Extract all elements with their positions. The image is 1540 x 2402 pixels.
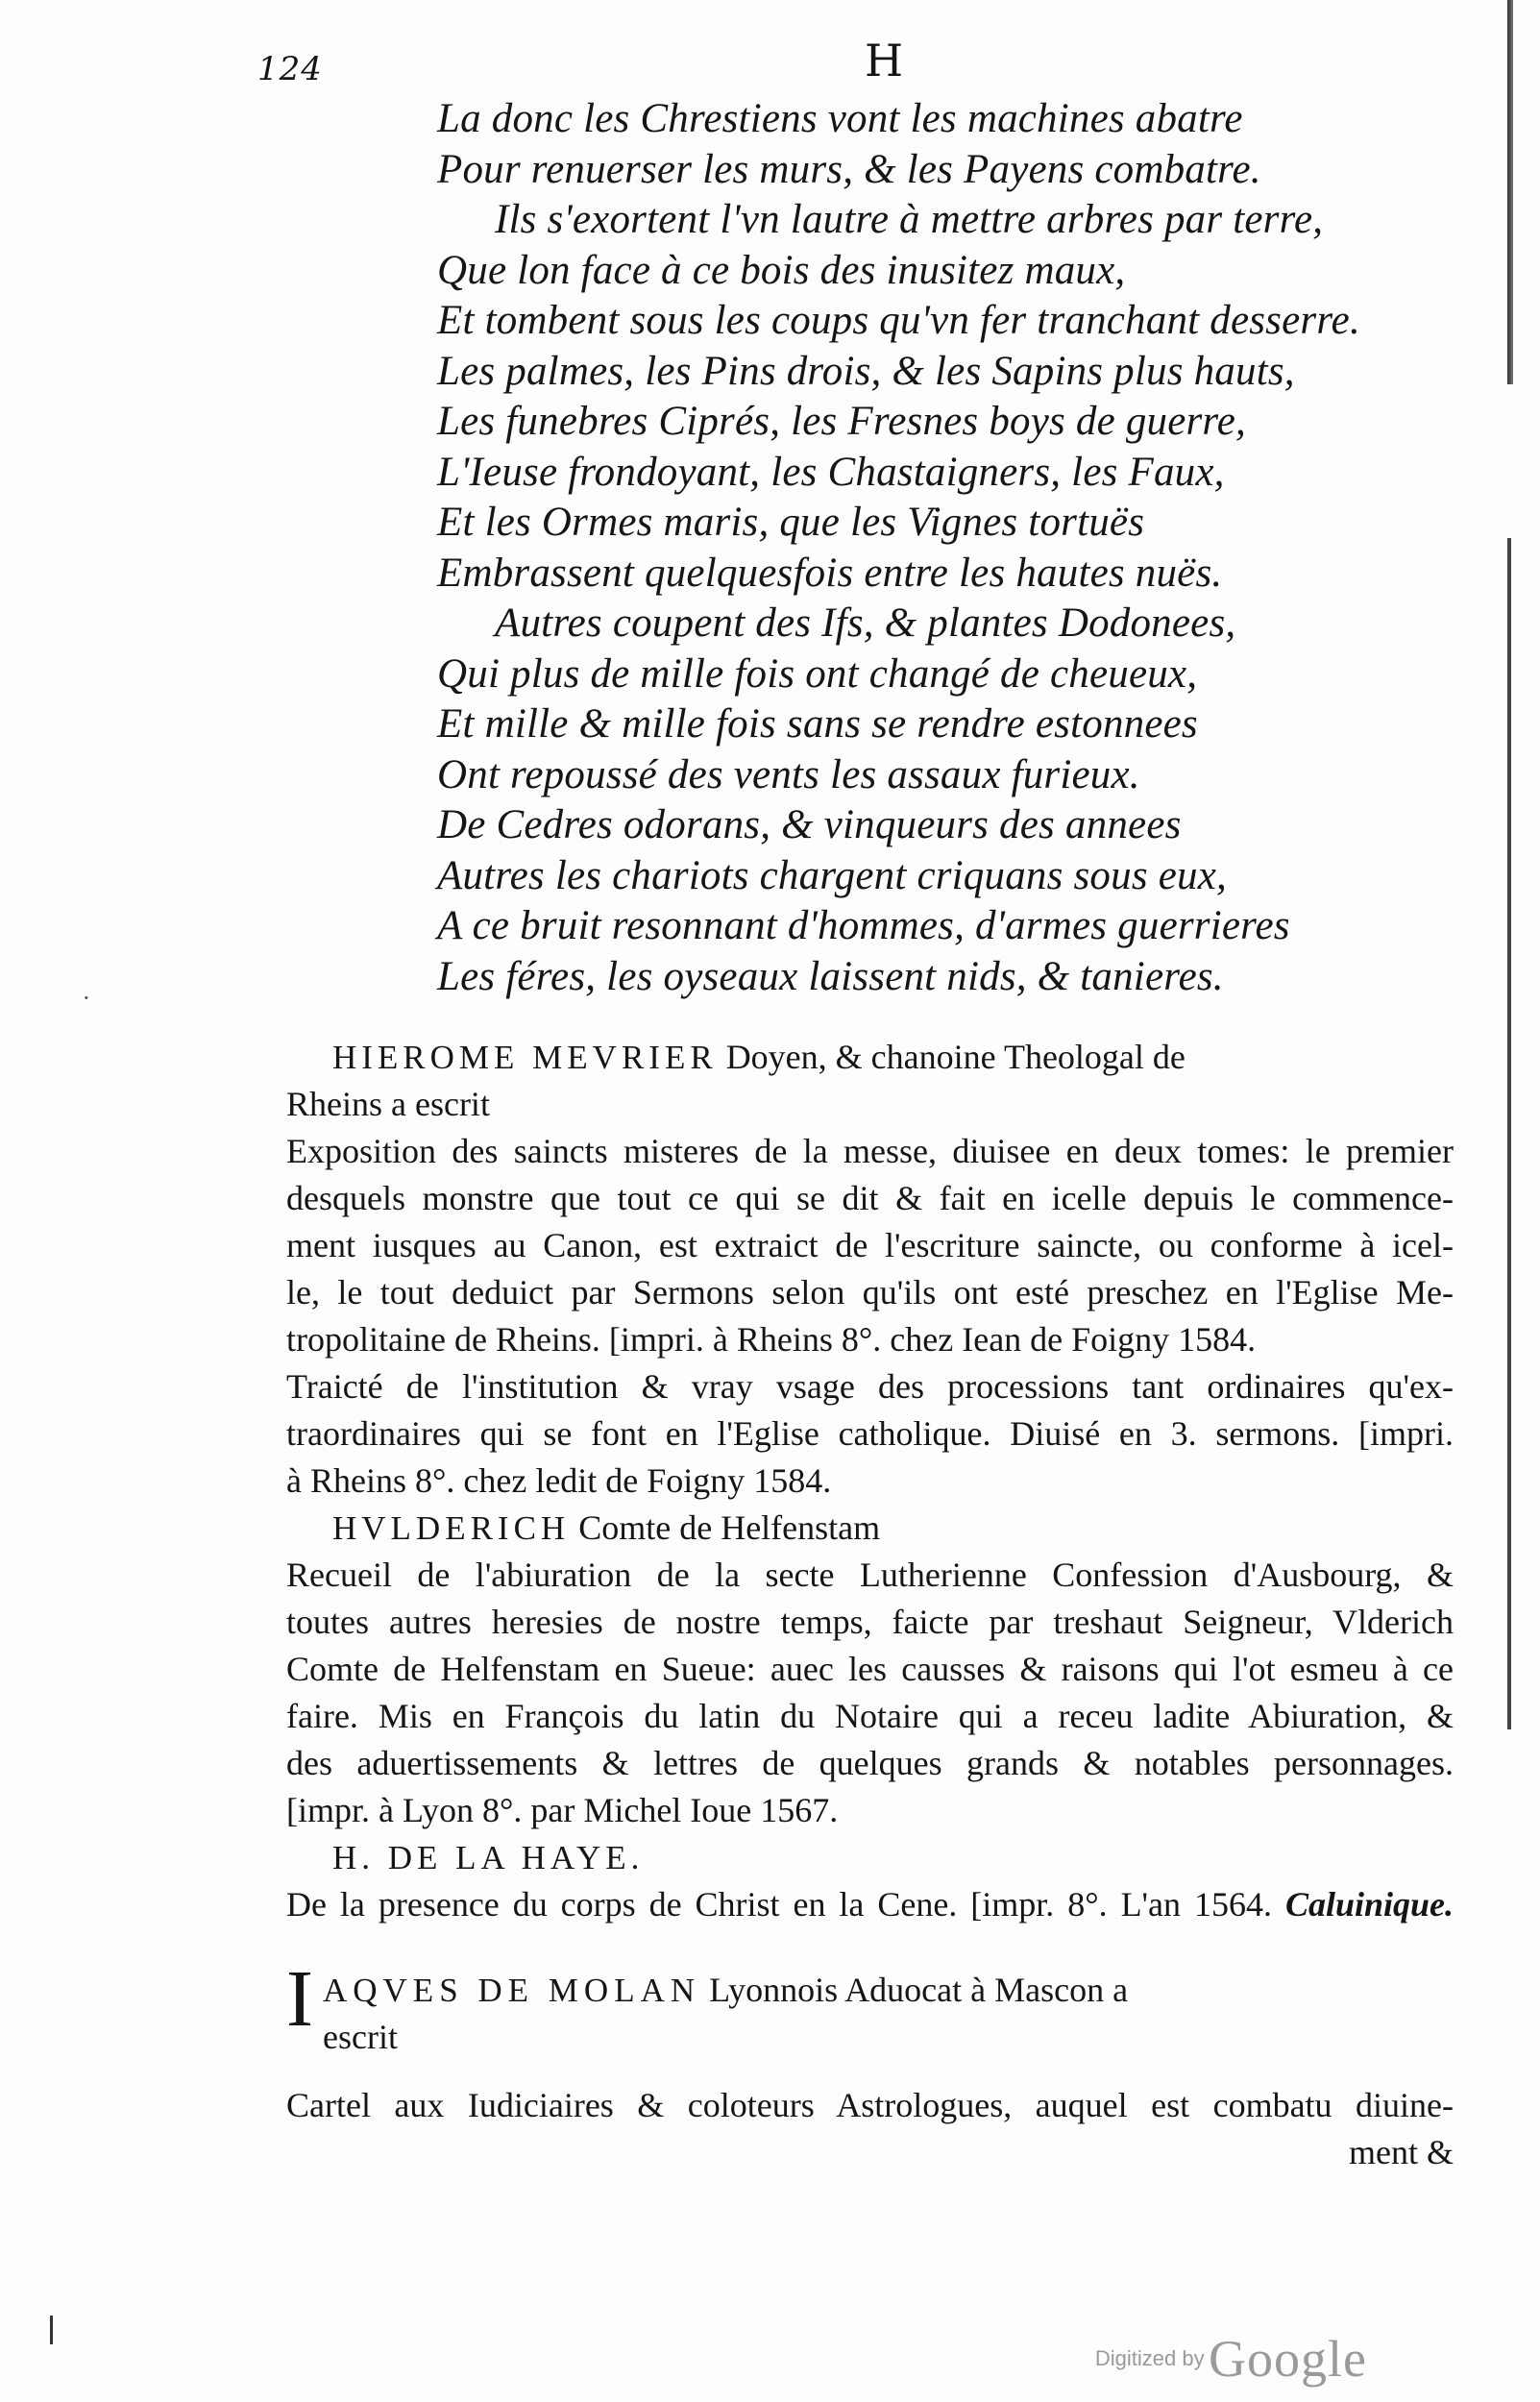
poem-line: Et tombent sous les coups qu'vn fer tranchant desserre. xyxy=(437,298,1360,343)
poem-line: Et mille & mille fois sans se rendre estonnees xyxy=(437,701,1198,747)
poem-line: L'Ieuse frondoyant, les Chastaigners, les Faux, xyxy=(437,449,1225,495)
entry-line xyxy=(286,1881,1454,1928)
entry-molan xyxy=(286,1954,1454,2176)
entry-line: faire. Mis en François du latin du Notaire qui a receu ladite Abiuration, & xyxy=(286,1697,1454,1735)
poem-line: Que lon face à ce bois des inusitez maux, xyxy=(437,247,1126,293)
poem-line: Et les Ormes maris, que les Vignes tortuës xyxy=(437,500,1145,545)
poem-line: De Cedres odorans, & vinqueurs des annees xyxy=(437,802,1182,847)
poem-line: Ils s'exortent l'vn lautre à mettre arbres par terre, xyxy=(495,197,1324,242)
entry-line: [impr. à Lyon 8°. par Michel Ioue 1567. xyxy=(286,1791,839,1829)
drop-capital: I xyxy=(286,1954,313,2044)
entry-line: Traicté de l'institution & vray vsage des processions tant ordinaires qu'ex- xyxy=(286,1367,1454,1406)
poem-line: La donc les Chrestiens vont les machines abatre xyxy=(437,96,1243,141)
scan-speck: · xyxy=(83,985,90,1012)
signature-mark: H xyxy=(865,35,904,86)
author-name: H. DE LA HAYE. xyxy=(332,1839,645,1876)
entry-heading xyxy=(286,1034,1454,1081)
bibliography-entries xyxy=(286,1034,1454,2176)
entry-line: Recueil de l'abiuration de la secte Lutherienne Confession d'Ausbourg, & xyxy=(286,1556,1454,1594)
entry-text: De la presence du corps de Christ en la Cene. [impr. 8°. L'an 1564. xyxy=(286,1885,1272,1924)
poem-line: Les funebres Ciprés, les Fresnes boys de guerre, xyxy=(437,399,1247,444)
scan-edge-line xyxy=(1507,538,1511,1729)
entry-heading xyxy=(286,1505,1454,1552)
scan-edge-shadow xyxy=(1507,0,1513,384)
entry-heading xyxy=(286,1834,1454,1881)
page-number: 124 xyxy=(257,50,323,88)
section-gap xyxy=(286,1928,1454,1967)
entry-line: traordinaires qui se font en l'Eglise catholique. Diuisé en 3. sermons. [impri. xyxy=(286,1414,1454,1453)
poem-line: A ce bruit resonnant d'hommes, d'armes guerrieres xyxy=(437,903,1290,948)
poem-line: Autres les chariots chargent criquans sous eux, xyxy=(437,852,1227,898)
poem-line: Autres coupent des Ifs, & plantes Dodonees, xyxy=(495,600,1236,646)
scan-margin-mark xyxy=(50,2316,53,2344)
poem-line: Qui plus de mille fois ont changé de cheueux, xyxy=(437,650,1198,697)
author-name: HVLDERICH xyxy=(332,1509,571,1547)
entry-line: escrit xyxy=(322,2018,398,2056)
entry-line: Exposition des saincts misteres de la messe, diuisee en deux tomes: le premier xyxy=(286,1132,1454,1170)
poem-line: Les féres, les oyseaux laissent nids, & tanieres. xyxy=(437,953,1224,999)
author-name: AQVES DE MOLAN xyxy=(322,1972,701,2009)
poem-line: Ont repoussé des vents les assaux furieux. xyxy=(437,751,1140,797)
poem-block xyxy=(437,94,1360,1002)
digitized-watermark xyxy=(1095,2329,1367,2389)
author-description: Doyen, & chanoine Theologal de xyxy=(725,1038,1186,1076)
entry-line: desquels monstre que tout ce qui se dit & fait en icelle depuis le commence- xyxy=(286,1179,1454,1217)
google-logo: Google xyxy=(1209,2330,1367,2388)
poem-line: Pour renuerser les murs, & les Payens combatre. xyxy=(437,146,1261,192)
line-gap xyxy=(286,2061,1454,2082)
author-description: Comte de Helfenstam xyxy=(578,1508,881,1547)
entry-line: ment iusques au Canon, est extraict de l'escriture saincte, ou conforme à icel- xyxy=(286,1226,1454,1264)
author-description: Lyonnois Aduocat à Mascon a xyxy=(709,1971,1129,2009)
entry-line: des aduertissements & lettres de quelques grands & notables personnages. xyxy=(286,1744,1454,1782)
poem-line: Les palmes, les Pins drois, & les Sapins plus hauts, xyxy=(437,348,1295,394)
entry-line: tropolitaine de Rheins. [impri. à Rheins 8°. chez Iean de Foigny 1584. xyxy=(286,1320,1257,1359)
entry-meurier xyxy=(286,1034,1454,1505)
entry-line: à Rheins 8°. chez ledit de Foigny 1584. xyxy=(286,1461,832,1500)
digitized-prefix: Digitized by xyxy=(1094,2346,1205,2370)
entry-tag: Caluinique. xyxy=(1284,1885,1454,1924)
poem-line: Embrassent quelquesfois entre les hautes nuës. xyxy=(437,550,1223,596)
entry-hulderich xyxy=(286,1505,1454,1834)
entry-line: toutes autres heresies de nostre temps, faicte par treshaut Seigneur, Vlderich xyxy=(286,1603,1454,1641)
entry-line: Comte de Helfenstam en Sueue: auec les causses & raisons qui l'ot esmeu à ce xyxy=(286,1650,1454,1688)
entry-line: Rheins a escrit xyxy=(286,1085,490,1123)
author-name: HIEROME MEVRIER xyxy=(332,1039,718,1076)
entry-delahaye xyxy=(286,1834,1454,1928)
catchword: ment & xyxy=(1349,2133,1454,2171)
entry-line: le, le tout deduict par Sermons selon qu'ils ont esté preschez en l'Eglise Me- xyxy=(286,1273,1454,1311)
entry-line: Cartel aux Iudiciaires & coloteurs Astrologues, auquel est combatu diuine- xyxy=(286,2086,1454,2124)
